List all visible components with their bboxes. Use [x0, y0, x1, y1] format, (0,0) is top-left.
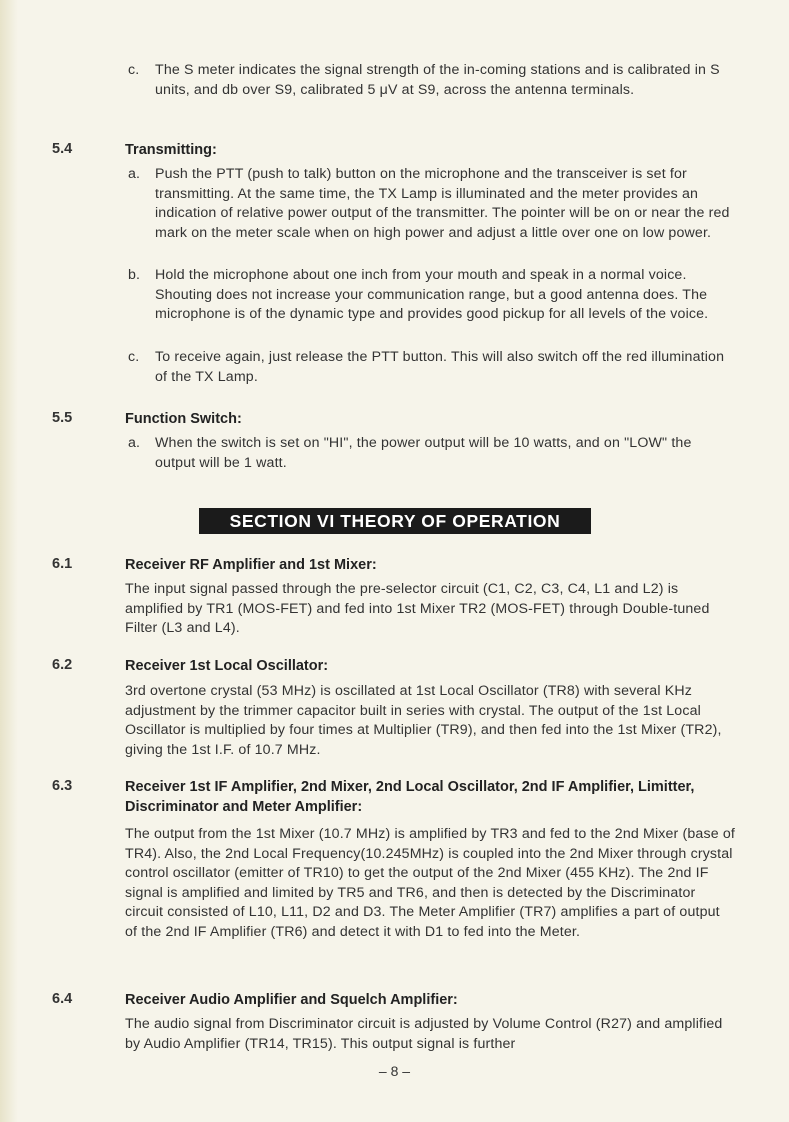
list-item [128, 266, 733, 325]
item-label: a. [128, 166, 141, 182]
list-item [128, 61, 733, 100]
page-edge-shadow [0, 0, 18, 1122]
item-text: Hold the microphone about one inch from your mouth and speak in a normal voice. Shouting does not increase your communication range, but a good antenna does. The microphone is of the dynamic type and provides good pickup for all levels of the voice. [155, 267, 709, 323]
section-number: 6.2 [52, 657, 73, 673]
item-text: When the switch is set on "HI", the power output will be 10 watts, and on "LOW" the output will be 1 watt. [155, 435, 692, 471]
section-heading: Receiver RF Amplifier and 1st Mixer: [125, 557, 377, 573]
paragraph: The output from the 1st Mixer (10.7 MHz) is amplified by TR3 and fed to the 2nd Mixer (base of TR4). Also, the 2nd Local Frequency(10.245MHz) is coupled into the 2nd Mixer through crystal control oscillator (emitter of TR10) to get the output of the 2nd Mixer (455 KHz). The 2nd IF signal is amplified and limited by TR5 and TR6, and then is detected by the Discriminator circuit consisted of L10, L11, D2 and D3. The Meter Amplifier (TR7) amplifies a part of output of the 2nd IF Amplifier (TR6) and detect it with D1 to fed into the Meter. [125, 826, 735, 940]
item-label: a. [128, 435, 141, 451]
section-number: 5.4 [52, 141, 73, 157]
section-number: 6.1 [52, 556, 73, 572]
item-label: c. [128, 62, 140, 78]
list-item [128, 348, 733, 387]
section-heading: Receiver Audio Amplifier and Squelch Amplifier: [125, 992, 458, 1008]
item-text: To receive again, just release the PTT button. This will also switch off the red illumination of the TX Lamp. [155, 349, 725, 385]
section-heading: Transmitting: [125, 142, 217, 158]
section-heading: Function Switch: [125, 411, 242, 427]
list-item [128, 165, 733, 243]
section-number: 6.4 [52, 991, 73, 1007]
section-heading: Receiver 1st Local Oscillator: [125, 658, 329, 674]
section-heading: Receiver 1st IF Amplifier, 2nd Mixer, 2nd Local Oscillator, 2nd IF Amplifier, Limitter, Discriminator and Meter Amplifier: [125, 779, 695, 815]
item-label: b. [128, 267, 141, 283]
paragraph: 3rd overtone crystal (53 MHz) is oscillated at 1st Local Oscillator (TR8) with several KHz adjustment by the trimmer capacitor built in series with crystal. The output of the 1st Local Oscillator is multiplied by four times at Multiplier (TR9), and then fed into the 1st Mixer (TR2), giving the 1st I.F. of 10.7 MHz. [125, 683, 722, 758]
page-number: – 8 – [378, 1063, 411, 1079]
item-text: Push the PTT (push to talk) button on the microphone and the transceiver is set for transmitting. At the same time, the TX Lamp is illuminated and the meter provides an indication of relative power output of the transmitter. The pointer will be on or near the red mark on the meter scale when on high power and adjust a little over one on low power. [155, 166, 730, 241]
item-label: c. [128, 349, 140, 365]
paragraph: The audio signal from Discriminator circuit is adjusted by Volume Control (R27) and amplified by Audio Amplifier (TR14, TR15). This output signal is further [125, 1016, 723, 1052]
section-banner: SECTION VI THEORY OF OPERATION [199, 508, 591, 534]
section-number: 5.5 [52, 410, 73, 426]
section-number: 6.3 [52, 778, 73, 794]
paragraph: The input signal passed through the pre-selector circuit (C1, C2, C3, C4, L1 and L2) is amplified by TR1 (MOS-FET) and fed into 1st Mixer TR2 (MOS-FET) through Double-tuned Filter (L3 and L4). [125, 581, 710, 637]
item-text: The S meter indicates the signal strength of the in-coming stations and is calibrated in S units, and db over S9, calibrated 5 μV at S9, across the antenna terminals. [155, 62, 720, 98]
list-item [128, 434, 733, 473]
